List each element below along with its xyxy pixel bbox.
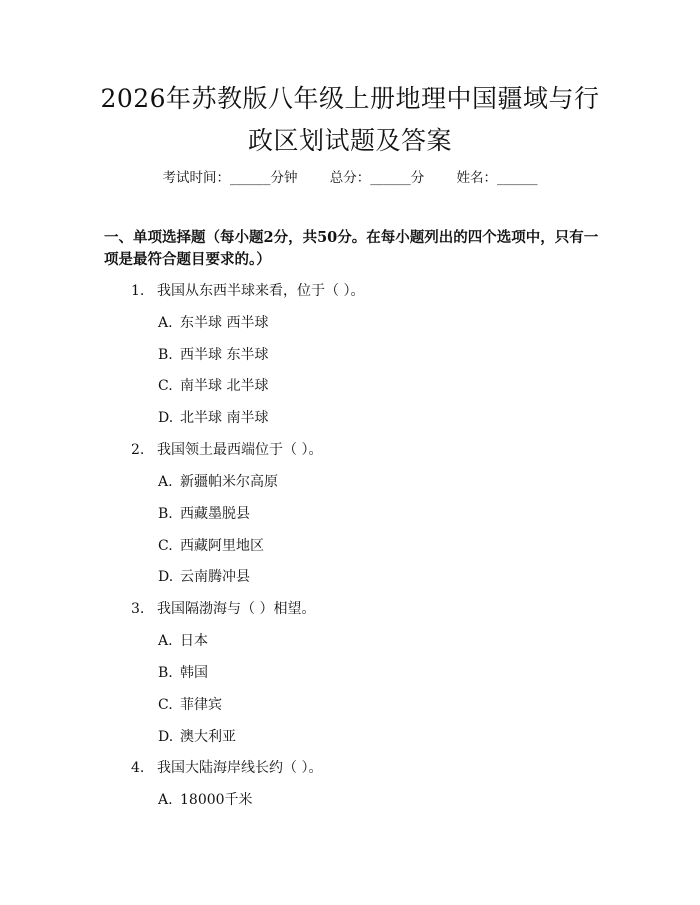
q1-option-c xyxy=(158,376,268,396)
q3-option-b xyxy=(158,663,208,683)
option-text: 韩国 xyxy=(180,665,208,681)
option-text: 东半球 西半球 xyxy=(180,315,269,331)
title-line-2: 政区划试题及答案 xyxy=(247,126,452,155)
question-2 xyxy=(131,440,322,460)
question-number: 1. xyxy=(131,283,145,299)
option-text: 澳大利亚 xyxy=(180,729,236,745)
option-text: 云南腾冲县 xyxy=(180,569,250,585)
q2-option-a xyxy=(158,472,278,492)
q3-option-c xyxy=(158,695,222,715)
option-letter: A. xyxy=(158,315,173,331)
option-letter: A. xyxy=(158,474,173,490)
document-title xyxy=(80,78,620,162)
option-letter: D. xyxy=(158,729,174,745)
option-letter: B. xyxy=(158,665,173,681)
question-1 xyxy=(131,281,364,301)
question-4 xyxy=(131,758,322,778)
option-text: 南半球 北半球 xyxy=(180,378,269,394)
q1-option-d xyxy=(158,408,268,428)
question-text: 我国领土最西端位于（ ）。 xyxy=(157,442,323,458)
question-text: 我国隔渤海与（ ）相望。 xyxy=(157,601,316,617)
exam-time: 考试时间：______分钟 xyxy=(162,170,298,186)
option-letter: A. xyxy=(158,633,173,649)
option-letter: B. xyxy=(158,506,173,522)
section-heading: 一、单项选择题（每小题2分，共50分。在每小题列出的四个选项中，只有一项是最符合题目要求的。） xyxy=(104,229,599,268)
question-number: 4. xyxy=(131,760,145,776)
option-text: 北半球 南半球 xyxy=(180,410,269,426)
option-text: 西藏墨脱县 xyxy=(180,506,250,522)
option-letter: C. xyxy=(158,697,173,713)
q2-option-c xyxy=(158,536,264,556)
option-text: 西半球 东半球 xyxy=(180,347,269,363)
option-letter: C. xyxy=(158,378,173,394)
title-line-1: 2026年苏教版八年级上册地理中国疆域与行 xyxy=(100,84,600,113)
option-text: 日本 xyxy=(180,633,208,649)
option-text: 菲律宾 xyxy=(180,697,222,713)
option-text: 18000千米 xyxy=(180,792,253,808)
q1-option-a xyxy=(158,313,268,333)
option-letter: D. xyxy=(158,410,174,426)
q1-option-b xyxy=(158,345,268,365)
q4-option-a xyxy=(158,790,253,810)
q3-option-a xyxy=(158,631,208,651)
question-text: 我国大陆海岸线长约（ ）。 xyxy=(157,760,323,776)
q2-option-b xyxy=(158,504,250,524)
total-score: 总分：______分 xyxy=(329,170,425,186)
option-letter: B. xyxy=(158,347,173,363)
option-text: 新疆帕米尔高原 xyxy=(180,474,278,490)
option-letter: A. xyxy=(158,792,173,808)
q2-option-d xyxy=(158,567,250,587)
student-name: 姓名：______ xyxy=(456,170,538,186)
exam-meta xyxy=(0,168,700,188)
question-text: 我国从东西半球来看，位于（ ）。 xyxy=(157,283,365,299)
option-text: 西藏阿里地区 xyxy=(180,538,264,554)
question-3 xyxy=(131,599,315,619)
q3-option-d xyxy=(158,727,236,747)
question-number: 3. xyxy=(131,601,145,617)
question-number: 2. xyxy=(131,442,145,458)
option-letter: C. xyxy=(158,538,173,554)
option-letter: D. xyxy=(158,569,174,585)
